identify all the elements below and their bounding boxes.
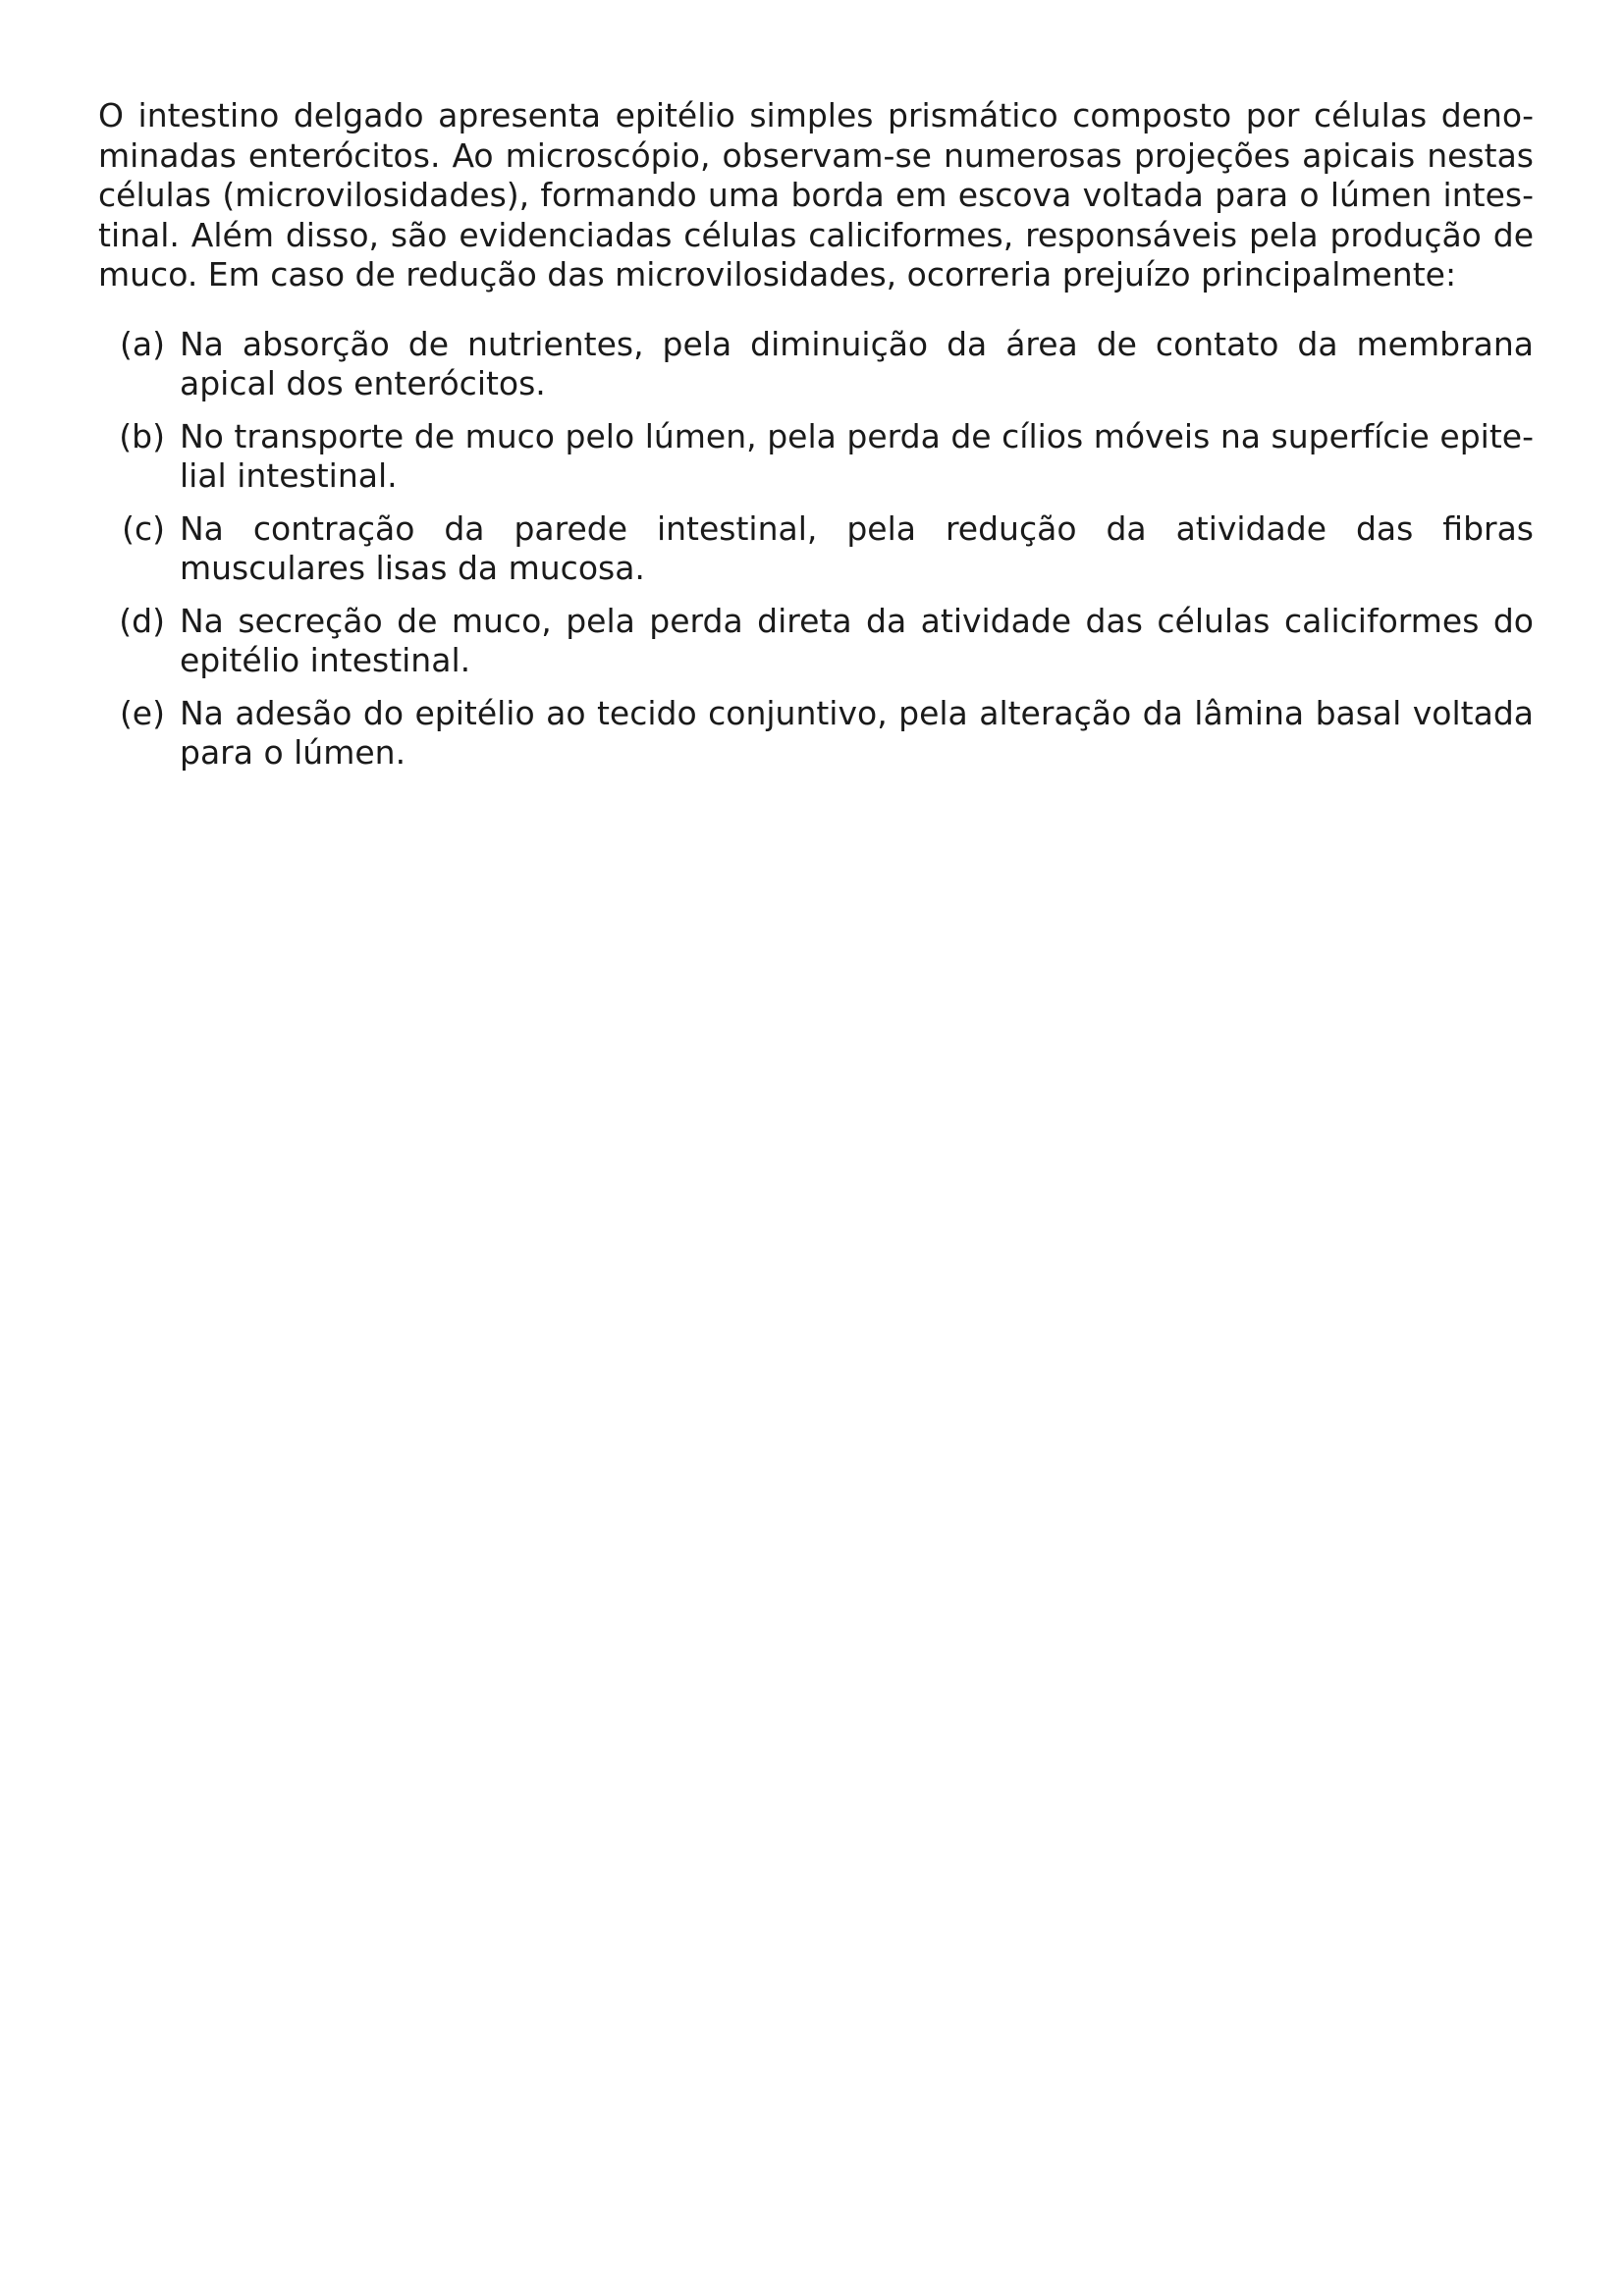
answer-options-list (98, 325, 1534, 774)
answer-option-d (98, 602, 1534, 681)
option-text: No transporte de muco pelo lúmen, pela perda de cílios móveis na superfície epitelial intestinal. (180, 416, 1534, 495)
question-stem: O intestino delgado apresenta epitélio simples prismático composto por células denominadas enterócitos. Ao microscópio, observam-se numerosas projeções apicais nestas células (microvilosidades), formando uma borda em escova voltada para o lúmen intestinal. Além disso, são evidenciadas células caliciformes, responsáveis pela produção de muco. Em caso de redução das microvilosidades, ocorreria prejuízo principalmente: (98, 96, 1534, 294)
option-letter: (e) (119, 693, 165, 732)
option-text: Na secreção de muco, pela perda direta da atividade das células caliciformes do epitélio intestinal. (180, 601, 1534, 679)
option-letter: (c) (122, 508, 165, 548)
document-page (98, 96, 1534, 786)
option-letter: (a) (120, 324, 165, 363)
option-letter: (b) (119, 416, 165, 455)
option-text: Na contração da parede intestinal, pela redução da atividade das fibras musculares lisas da mucosa. (180, 508, 1534, 587)
option-text: Na adesão do epitélio ao tecido conjuntivo, pela alteração da lâmina basal voltada para o lúmen. (180, 693, 1534, 772)
answer-option-e (98, 694, 1534, 774)
option-text: Na absorção de nutrientes, pela diminuição da área de contato da membrana apical dos enterócitos. (180, 324, 1534, 402)
answer-option-c (98, 509, 1534, 589)
answer-option-b (98, 417, 1534, 497)
option-letter: (d) (119, 601, 165, 640)
answer-option-a (98, 325, 1534, 404)
